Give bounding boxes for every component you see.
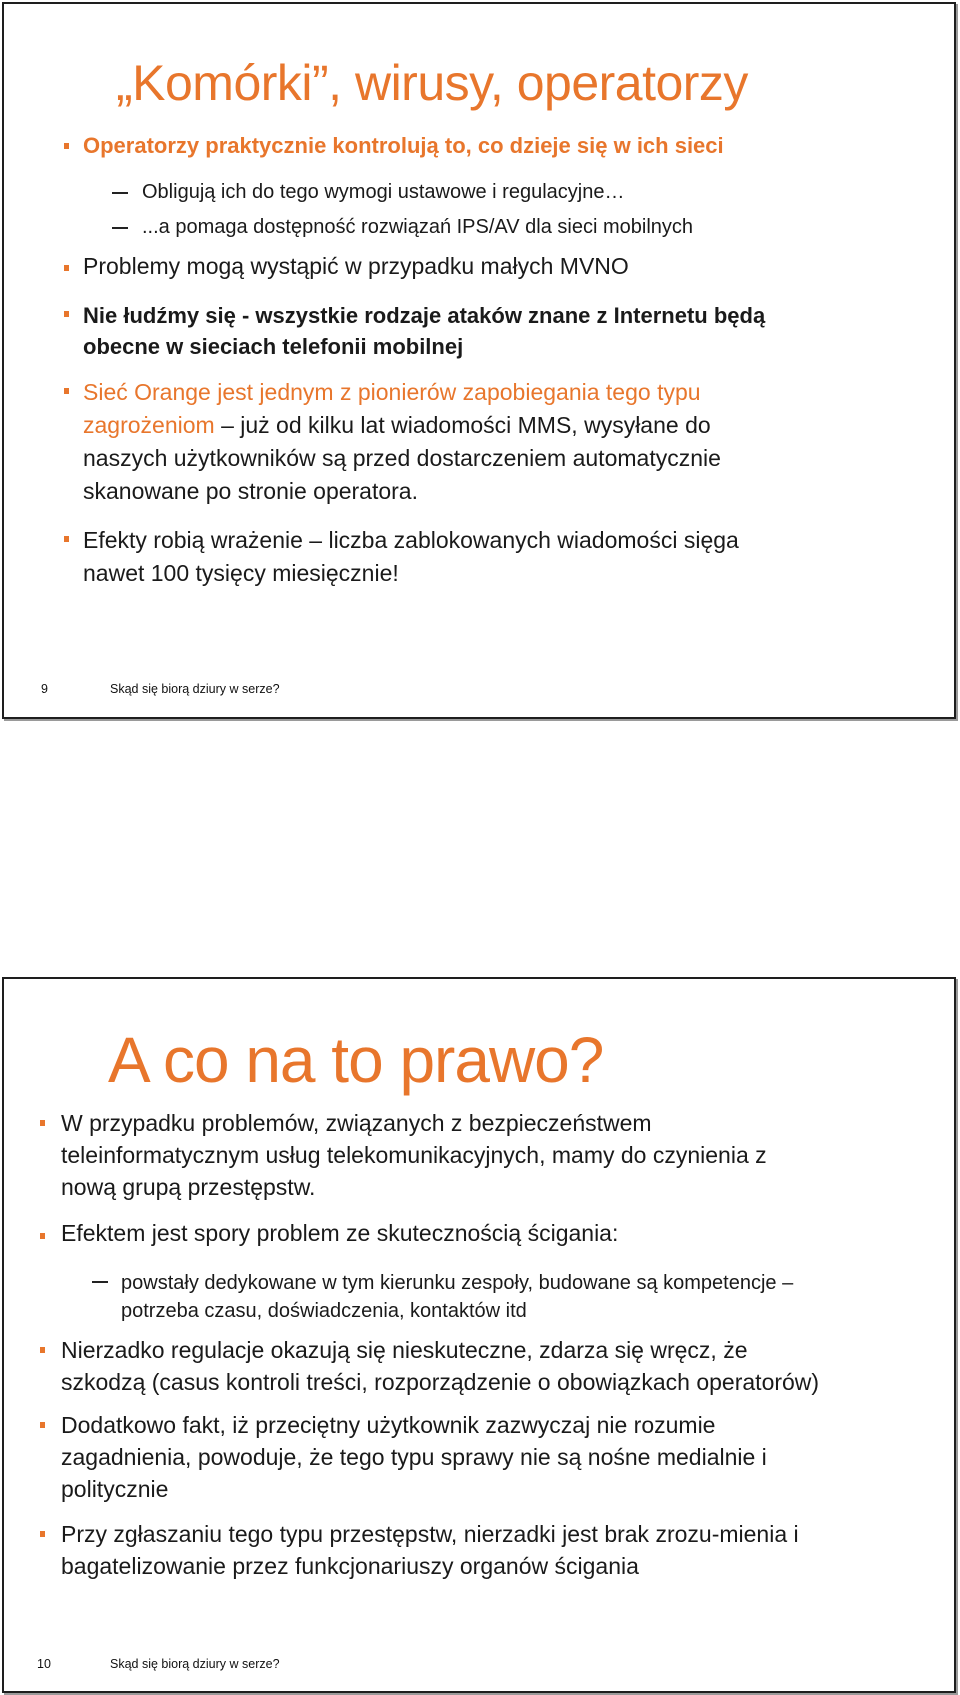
bullet-orange-line-2 <box>83 409 721 442</box>
bullet-mvno: Problemy mogą wystąpić w przypadku małych MVNO <box>83 253 629 279</box>
mms-text: – już od kilku lat wiadomości MMS, wysyłane do <box>214 412 711 438</box>
bullet-marker <box>64 536 69 542</box>
bullet-reporting <box>61 1518 799 1582</box>
bullet-marker <box>40 1120 45 1126</box>
bullet-marker <box>64 311 69 317</box>
bullet-operators-control: Operatorzy praktycznie kontrolują to, co dzieje się w ich sieci <box>83 133 724 158</box>
bullet-orange-line-1: Sieć Orange jest jednym z pionierów zapobiegania tego typu <box>83 379 701 405</box>
bullet-marker <box>64 388 69 394</box>
page-number: 10 <box>37 1657 51 1671</box>
footer-text: Skąd się biorą dziury w serze? <box>110 1657 280 1671</box>
bullet-attacks-line-2: obecne w sieciach telefonii mobilnej <box>83 334 464 359</box>
threats-word: zagrożeniom <box>83 412 215 438</box>
slide-title: A co na to prawo? <box>108 1024 604 1096</box>
dash-marker <box>112 227 128 229</box>
bullet-reporting-line-2: bagatelizowanie przez funkcjonariuszy organów ścigania <box>61 1553 639 1579</box>
bullet-new-crimes-line-1: W przypadku problemów, związanych z bezpieczeństwem <box>61 1110 652 1136</box>
bullet-regulations-line-2: szkodzą (casus kontroli treści, rozporządzenie o obowiązkach operatorów) <box>61 1369 820 1395</box>
bullet-new-crimes-line-2: teleinformatycznym usług telekomunikacyjnych, mamy do czynienia z <box>61 1142 767 1168</box>
bullet-reporting-line-1: Przy zgłaszaniu tego typu przestępstw, nierzadki jest brak zrozu-mienia i <box>61 1521 799 1547</box>
bullet-marker <box>40 1422 45 1428</box>
bullet-orange-line-3: naszych użytkowników są przed dostarczeniem automatycznie <box>83 445 721 471</box>
sub-bullet-ips-av: ...a pomaga dostępność rozwiązań IPS/AV dla sieci mobilnych <box>142 216 694 238</box>
bullet-marker <box>40 1531 45 1537</box>
dash-marker <box>112 192 128 194</box>
bullet-marker <box>40 1347 45 1353</box>
bullet-attacks <box>83 300 765 362</box>
bullet-new-crimes-line-3: nową grupą przestępstw. <box>61 1174 316 1200</box>
bullet-attacks-line-1: Nie łudźmy się - wszystkie rodzaje ataków znane z Internetu będą <box>83 303 766 328</box>
bullet-marker <box>40 1233 45 1239</box>
bullet-average-user-line-1: Dodatkowo fakt, iż przeciętny użytkownik zazwyczaj nie rozumie <box>61 1412 716 1438</box>
bullet-average-user-line-3: politycznie <box>61 1476 169 1502</box>
footer-text: Skąd się biorą dziury w serze? <box>110 682 280 696</box>
bullet-effects-line-2: nawet 100 tysięcy miesięcznie! <box>83 560 399 586</box>
slide-10 <box>2 977 956 1693</box>
bullet-marker <box>64 143 69 149</box>
bullet-average-user-line-2: zagadnienia, powoduje, że tego typu sprawy nie są nośne medialnie i <box>61 1444 767 1470</box>
bullet-regulations-line-1: Nierzadko regulacje okazują się nieskuteczne, zdarza się wręcz, że <box>61 1337 748 1363</box>
bullet-effects <box>83 524 739 590</box>
bullet-orange-line-4: skanowane po stronie operatora. <box>83 478 418 504</box>
sub-bullet-obligations: Obligują ich do tego wymogi ustawowe i regulacyjne… <box>142 181 625 203</box>
sub-bullet-teams-line-1: powstały dedykowane w tym kierunku zespoły, budowane są kompetencje – <box>121 1272 794 1294</box>
bullet-marker <box>64 265 69 271</box>
bullet-prosecution: Efektem jest spory problem ze skutecznością ścigania: <box>61 1220 619 1246</box>
page-number: 9 <box>41 682 48 696</box>
bullet-new-crimes <box>61 1107 767 1203</box>
sub-bullet-teams <box>121 1269 793 1325</box>
bullet-effects-line-1: Efekty robią wrażenie – liczba zablokowanych wiadomości sięga <box>83 527 739 553</box>
bullet-average-user <box>61 1409 767 1505</box>
sub-bullet-teams-line-2: potrzeba czasu, doświadczenia, kontaktów itd <box>121 1300 527 1322</box>
bullet-orange-pioneer <box>83 376 721 508</box>
bullet-regulations <box>61 1334 819 1398</box>
slide-9 <box>2 2 956 719</box>
dash-marker <box>92 1281 108 1283</box>
slide-title: „Komórki”, wirusy, operatorzy <box>116 55 748 111</box>
